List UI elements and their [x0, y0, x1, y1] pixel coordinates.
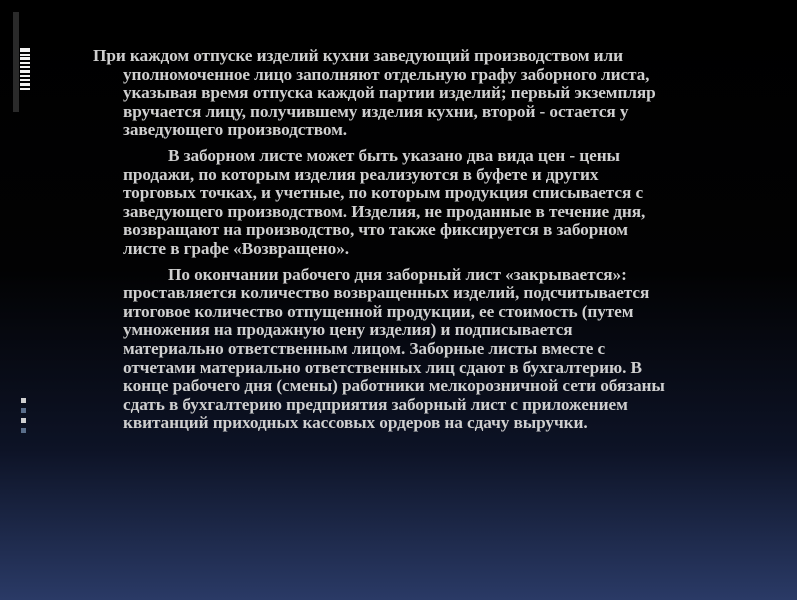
decor-stripe	[20, 88, 30, 90]
decor-square	[21, 408, 26, 413]
decor-stripe	[20, 70, 30, 73]
decor-stripe	[20, 75, 30, 77]
decor-square	[21, 418, 26, 423]
decor-stripe	[20, 48, 30, 52]
paragraph-3	[93, 266, 753, 433]
decor-stripe	[20, 83, 30, 86]
paragraph-1: При каждом отпуске изделий кухни заведующий производством или уполномоченное лицо заполняют отдельную графу заборного листа, указывая время отпуска каждой партии изделий; первый экземпляр вручается лицу, получившему изделия кухни, второй - остается у заведующего производством.	[93, 46, 656, 140]
decor-stripe	[20, 62, 30, 64]
decor-stripe	[20, 66, 30, 68]
paragraph-2	[93, 147, 753, 259]
decor-square	[21, 428, 26, 433]
decor-stripe	[20, 54, 30, 56]
decor-stripe	[20, 79, 30, 81]
slide-body-text	[93, 47, 753, 440]
decor-square	[21, 398, 26, 403]
paragraph-3-text: По окончании рабочего дня заборный лист «закрывается»: проставляется количество возвращенных изделий, подсчитывается итоговое количество отпущенной продукции, ее стоимость (путем умножения на продажную цену изделия) и подписывается материально ответственным лицом. Заборные листы вместе с отчетами материально ответственных лиц сдают в бухгалтерию. В конце рабочего дня (смены) работники мелкорозничной сети обязаны сдать в бухгалтерию предприятия заборный лист с приложением квитанций приходных кассовых ордеров на сдачу выручки.	[123, 264, 665, 433]
paragraph-2-text: В заборном листе может быть указано два вида цен - цены продажи, по которым изделия реализуются в буфете и других торговых точках, и учетные, по которым продукция списывается с заведующего производством. Изделия, не проданные в течение дня, возвращают на производство, что также фиксируется в заборном листе в графе «Возвращено».	[123, 145, 646, 258]
left-decor-bar	[13, 12, 19, 112]
decor-stripe	[20, 57, 30, 60]
